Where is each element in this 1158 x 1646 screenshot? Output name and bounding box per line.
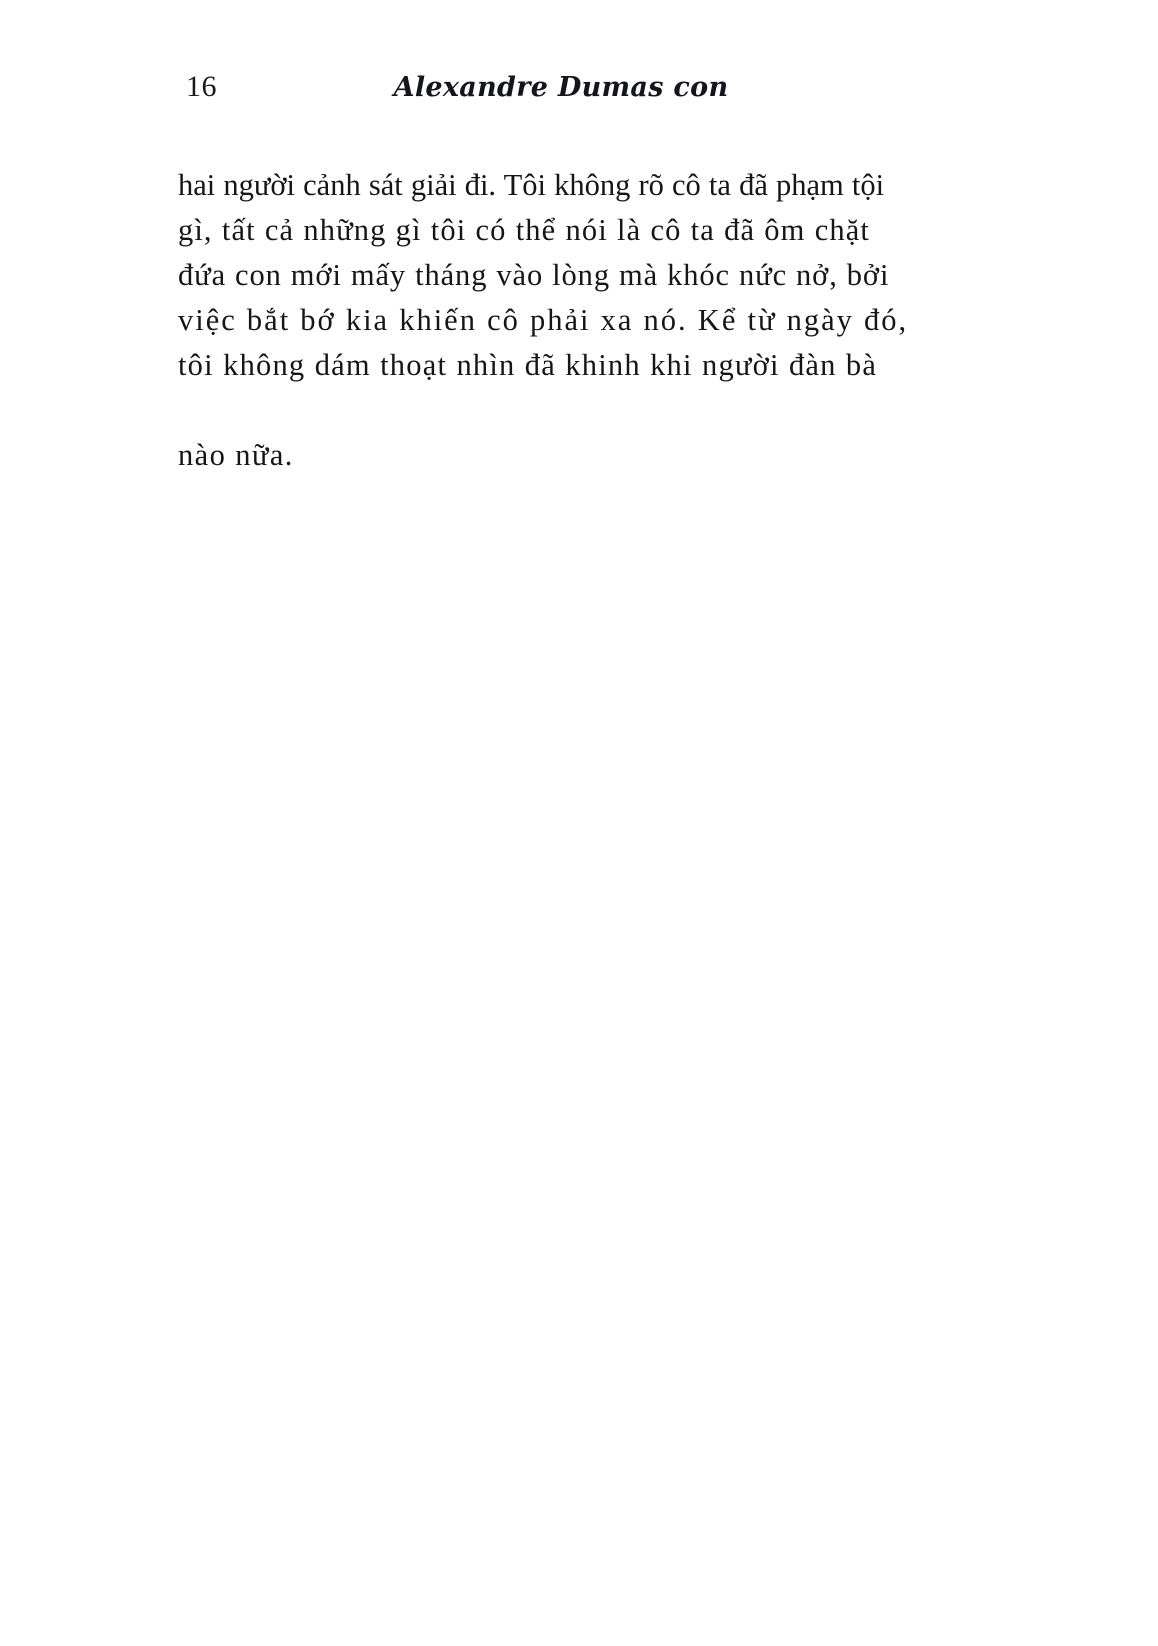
page-header (186, 70, 976, 112)
paragraph (178, 163, 953, 433)
page-number: 16 (186, 70, 217, 103)
text-line: đứa con mới mấy tháng vào lòng mà khóc nức nở, bởi (178, 258, 890, 292)
running-title: Alexandre Dumas con (393, 72, 729, 103)
text-line: gì, tất cả những gì tôi có thể nói là cô ta đã ôm chặt (178, 213, 870, 247)
text-line: nào nữa. (178, 438, 294, 472)
body-text-block (178, 163, 953, 478)
text-line: việc bắt bớ kia khiến cô phải xa nó. Kể từ ngày đó, (178, 303, 909, 337)
text-line: hai người cảnh sát giải đi. Tôi không rõ cô ta đã phạm tội (178, 168, 885, 202)
text-line: tôi không dám thoạt nhìn đã khinh khi người đàn bà (178, 348, 878, 382)
